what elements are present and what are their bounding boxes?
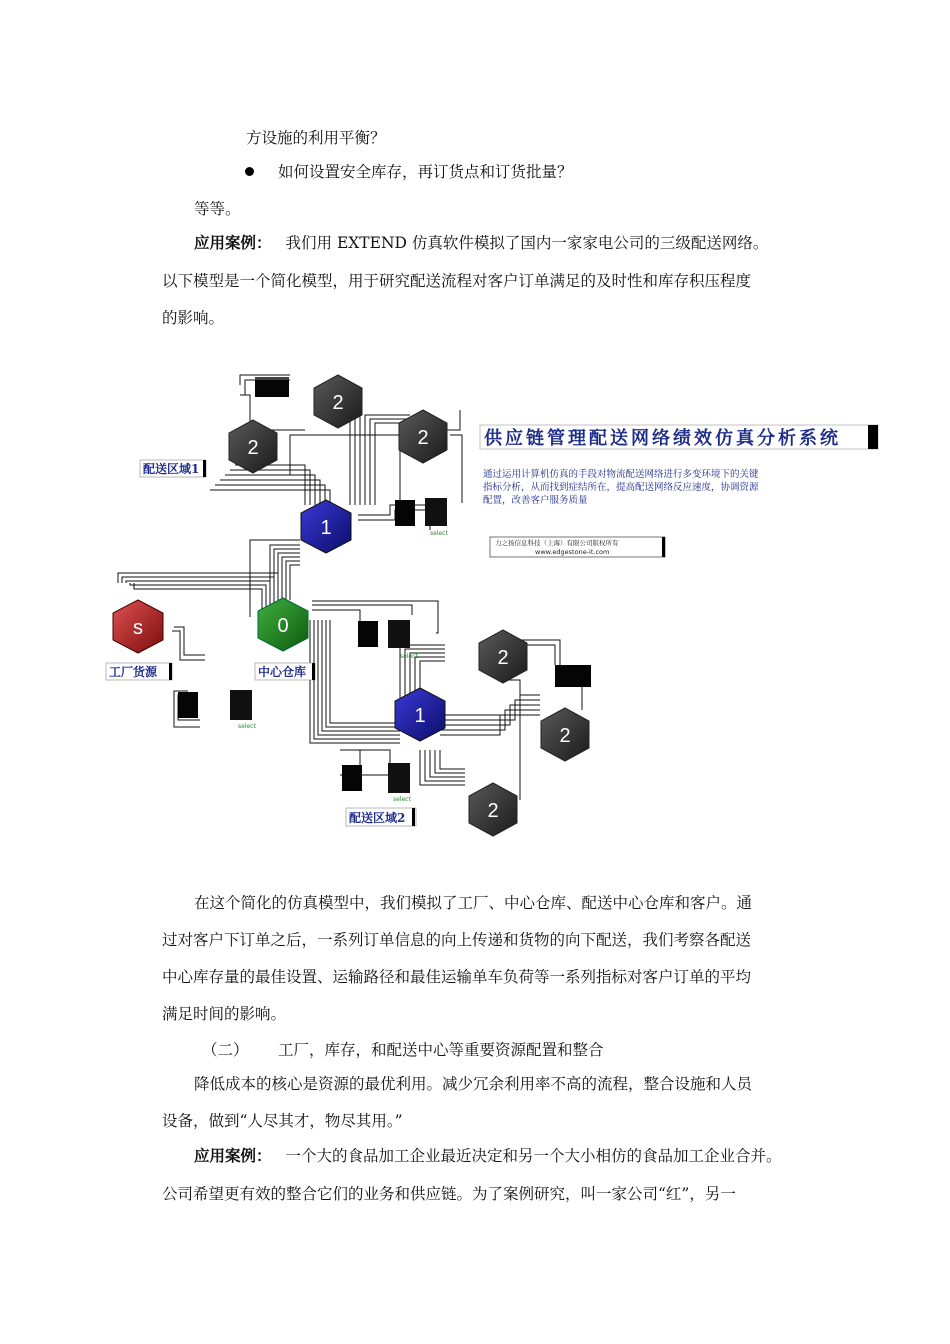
svg-text:工厂货源: 工厂货源 bbox=[109, 665, 158, 679]
svg-text:通过运用计算机仿真的手段对物流配送网络进行多变环境下的关键: 通过运用计算机仿真的手段对物流配送网络进行多变环境下的关键 bbox=[483, 469, 759, 480]
case-text: 我们用 EXTEND 仿真软件模拟了国内一家家电公司的三级配送网络。 bbox=[285, 234, 769, 252]
customer-node bbox=[469, 783, 517, 836]
svg-text:2: 2 bbox=[247, 437, 259, 459]
svg-text:2: 2 bbox=[417, 427, 429, 449]
section-heading: 工厂，库存，和配送中心等重要资源配置和整合 bbox=[278, 1041, 604, 1059]
text-line: 在这个简化的仿真模型中，我们模拟了工厂、中心仓库、配送中心仓库和客户。通 bbox=[194, 894, 753, 912]
select-label: select bbox=[238, 723, 256, 730]
region-label-1 bbox=[140, 460, 206, 477]
svg-text:2: 2 bbox=[497, 647, 509, 669]
system-description bbox=[483, 468, 759, 506]
factory-node bbox=[113, 600, 163, 653]
distribution-center-node bbox=[395, 688, 445, 741]
customer-node bbox=[399, 410, 447, 463]
text-line: 公司希望更有效的整合它们的业务和供应链。为了案例研究，叫一家公司“红”，另一 bbox=[162, 1185, 736, 1203]
svg-text:指标分析，从而找到症结所在，提高配送网络反应速度，协调资源: 指标分析，从而找到症结所在，提高配送网络反应速度，协调资源 bbox=[483, 482, 759, 493]
bullet-item: 如何设置安全库存，再订货点和订货批量？ bbox=[278, 163, 573, 181]
customer-node bbox=[541, 708, 589, 761]
case-label: 应用案例： bbox=[194, 234, 272, 252]
svg-text:1: 1 bbox=[414, 705, 426, 727]
text-line: 以下模型是一个简化模型，用于研究配送流程对客户订单满足的及时性和库存积压程度 bbox=[162, 272, 752, 290]
text-line: 满足时间的影响。 bbox=[162, 1005, 287, 1023]
select-label: select bbox=[430, 530, 448, 537]
text-line: 中心库存量的最佳设置、运输路径和最佳运输单车负荷等一系列指标对客户订单的平均 bbox=[162, 968, 752, 986]
select-label: select bbox=[393, 796, 411, 803]
svg-text:配置，改善客户服务质量: 配置，改善客户服务质量 bbox=[483, 495, 588, 506]
simulation-model-figure bbox=[100, 355, 890, 855]
customer-node bbox=[479, 630, 527, 683]
system-title-banner bbox=[480, 425, 878, 449]
text-line: 设备，做到“人尽其才，物尽其用。” bbox=[162, 1112, 403, 1130]
text-line: 等等。 bbox=[194, 200, 241, 218]
case-paragraph bbox=[194, 1146, 782, 1166]
select-label: select bbox=[400, 653, 418, 660]
central-warehouse-label bbox=[255, 663, 315, 680]
case-text: 一个大的食品加工企业最近决定和另一个大小相仿的食品加工企业合并。 bbox=[285, 1147, 782, 1165]
text-line: 过对客户下订单之后，一系列订单信息的向上传递和货物的向下配送，我们考察各配送 bbox=[162, 931, 752, 949]
svg-text:配送区域2: 配送区域2 bbox=[349, 811, 406, 825]
svg-text:www.edgestone-it.com: www.edgestone-it.com bbox=[535, 548, 610, 556]
case-label: 应用案例： bbox=[194, 1147, 272, 1165]
svg-text:2: 2 bbox=[332, 392, 344, 414]
section-number: （二） bbox=[202, 1041, 249, 1059]
text-line: 的影响。 bbox=[162, 309, 225, 327]
svg-text:2: 2 bbox=[559, 725, 571, 747]
distribution-center-node bbox=[301, 500, 351, 553]
case-paragraph bbox=[194, 233, 768, 253]
svg-text:供应链管理配送网络绩效仿真分析系统: 供应链管理配送网络绩效仿真分析系统 bbox=[484, 428, 841, 449]
svg-text:0: 0 bbox=[277, 615, 289, 637]
factory-label bbox=[106, 663, 172, 680]
svg-text:力之扬信息科技（上海）有限公司版权所有: 力之扬信息科技（上海）有限公司版权所有 bbox=[495, 539, 619, 547]
copyright-box bbox=[490, 537, 665, 557]
svg-text:s: s bbox=[133, 617, 143, 639]
svg-text:中心仓库: 中心仓库 bbox=[258, 665, 307, 679]
text-line: 方设施的利用平衡？ bbox=[246, 129, 386, 147]
svg-text:配送区域1: 配送区域1 bbox=[143, 462, 200, 476]
svg-text:2: 2 bbox=[487, 800, 499, 822]
region-label-2 bbox=[346, 808, 416, 826]
svg-text:1: 1 bbox=[320, 517, 332, 539]
text-line: 降低成本的核心是资源的最优利用。减少冗余利用率不高的流程，整合设施和人员 bbox=[194, 1075, 753, 1093]
bullet-icon bbox=[245, 167, 254, 176]
